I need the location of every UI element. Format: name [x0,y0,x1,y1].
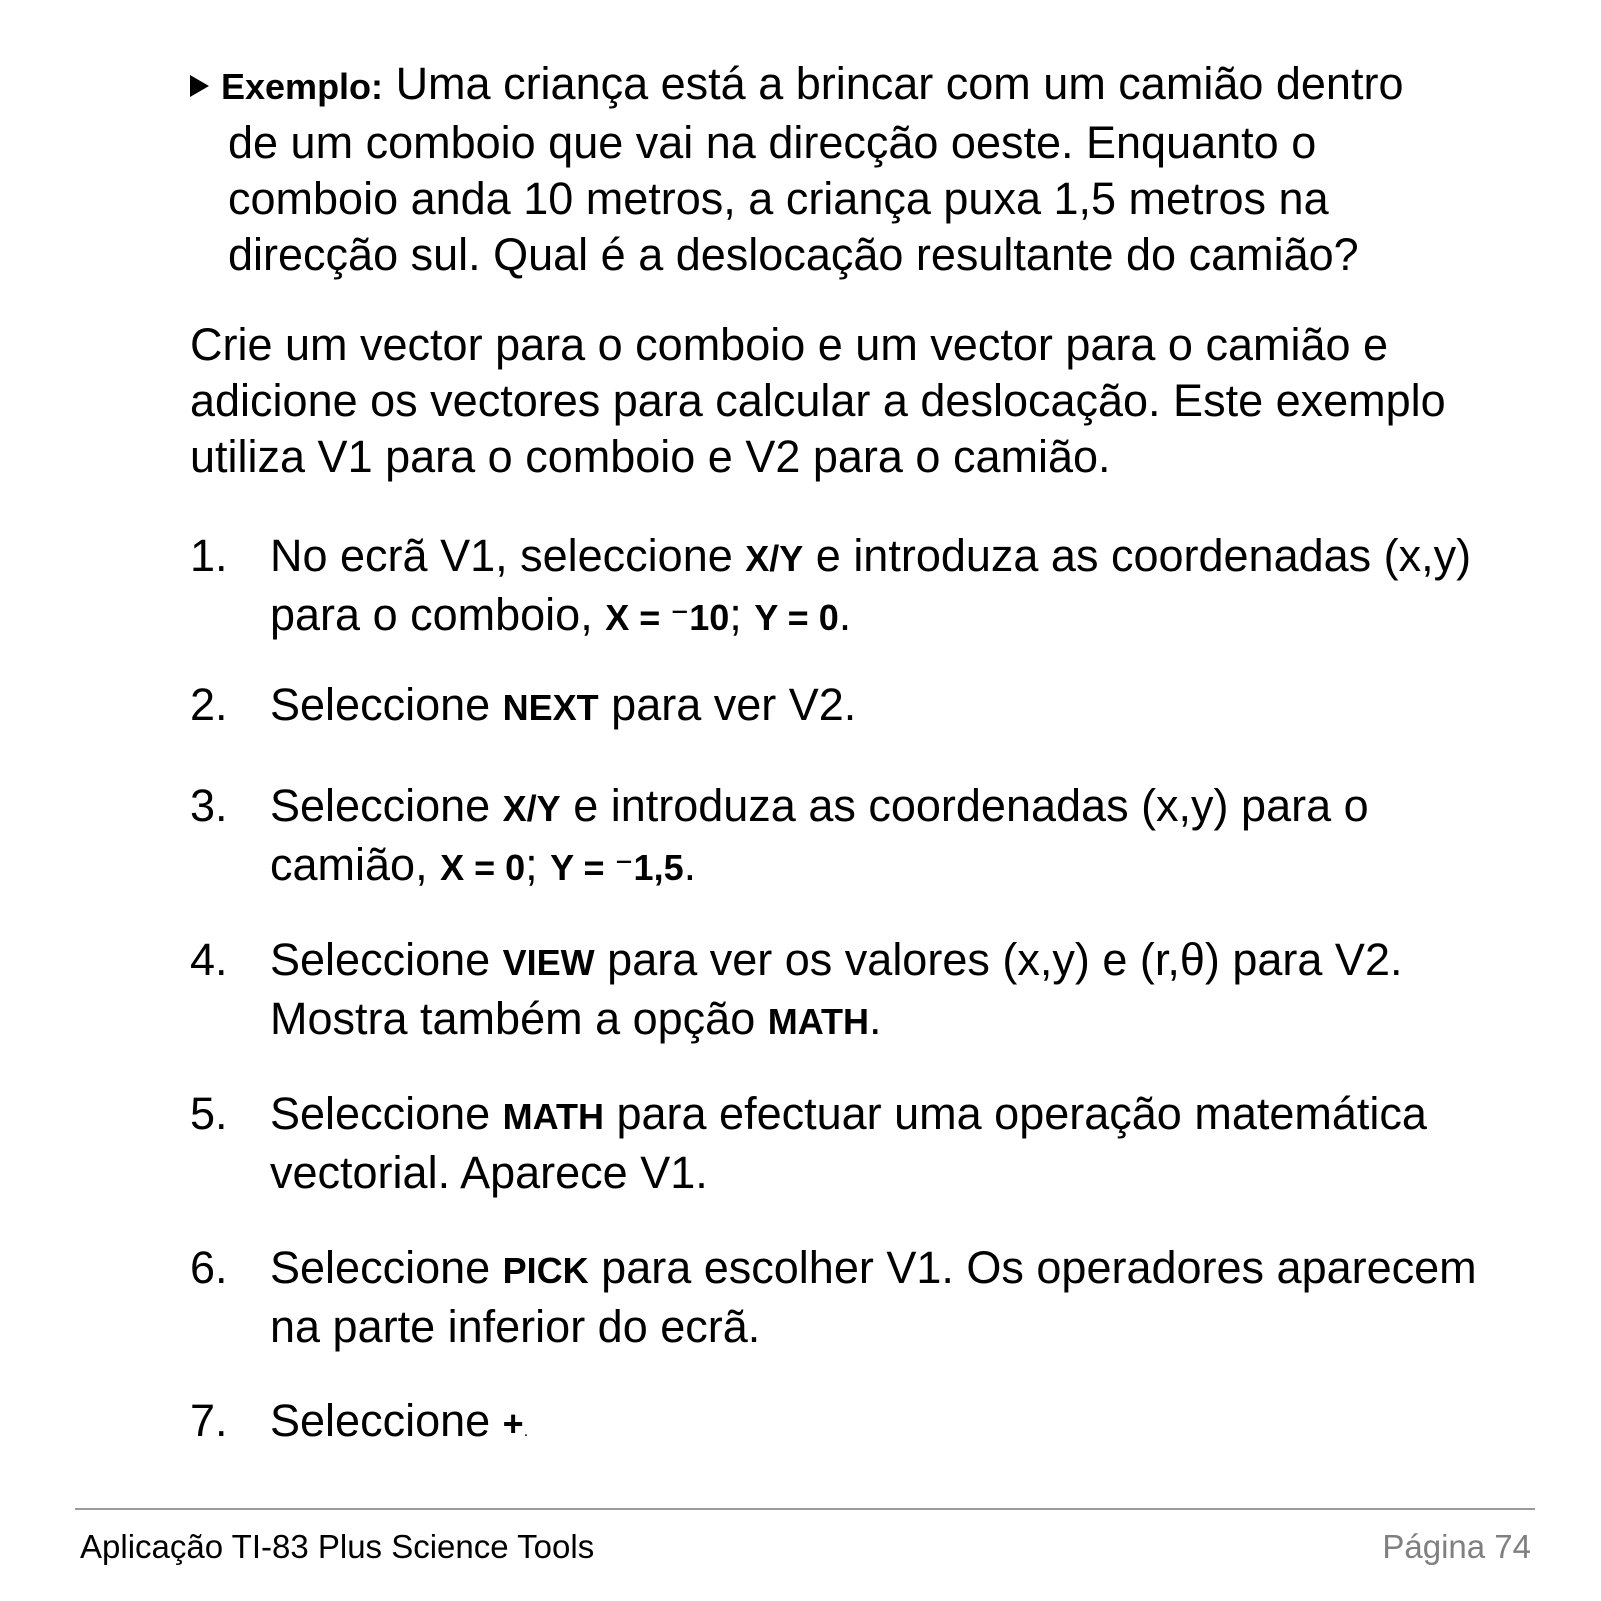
step-text: Seleccione X/Y e introduza as coordenadas (x,y) para o camião, X = 0; Y = ⁻1,5. [270,780,1369,890]
footer-title: Aplicação TI-83 Plus Science Tools [80,1528,595,1565]
example-line-1: Exemplo: Uma criança está a brincar com um camião dentro [190,56,1520,115]
step-text: Seleccione VIEW para ver os valores (x,y) e (r,θ) para V2. Mostra também a opção MATH. [270,934,1403,1044]
intro-line-2: adicione os vectores para calcular a deslocação. Este exemplo [190,375,1446,426]
step-number: 7. [190,1395,228,1446]
footer-divider [75,1508,1535,1510]
example-line-2: de um comboio que vai na direcção oeste. Enquanto o [228,117,1317,168]
step-number: 6. [190,1242,228,1293]
step-text: Seleccione NEXT para ver V2. [270,679,857,730]
example-line-3: comboio anda 10 metros, a criança puxa 1,5 metros na [228,173,1329,224]
step-number: 5. [190,1088,228,1139]
intro-line-3: utiliza V1 para o comboio e V2 para o camião. [190,431,1111,482]
intro-paragraph [190,317,1530,485]
step-text: Seleccione PICK para escolher V1. Os operadores aparecem na parte inferior do ecrã. [270,1242,1477,1352]
example-line-4: direcção sul. Qual é a deslocação resultante do camião? [228,229,1359,280]
step-number: 1. [190,530,228,581]
page-number: Página 74 [1382,1528,1531,1565]
step-text: Seleccione MATH para efectuar uma operação matemática vectorial. Aparece V1. [270,1088,1427,1198]
example-label: Exemplo: [221,66,384,107]
example-block [190,56,1520,283]
step-text: Seleccione +. [270,1395,529,1446]
triangle-bullet-icon [190,75,209,97]
step-text: No ecrã V1, seleccione X/Y e introduza as coordenadas (x,y) para o comboio, X = ⁻10; Y = 0. [270,530,1472,640]
step-number: 3. [190,780,228,831]
intro-line-1: Crie um vector para o comboio e um vector para o camião e [190,319,1389,370]
step-number: 4. [190,934,228,985]
step-number: 2. [190,679,228,730]
